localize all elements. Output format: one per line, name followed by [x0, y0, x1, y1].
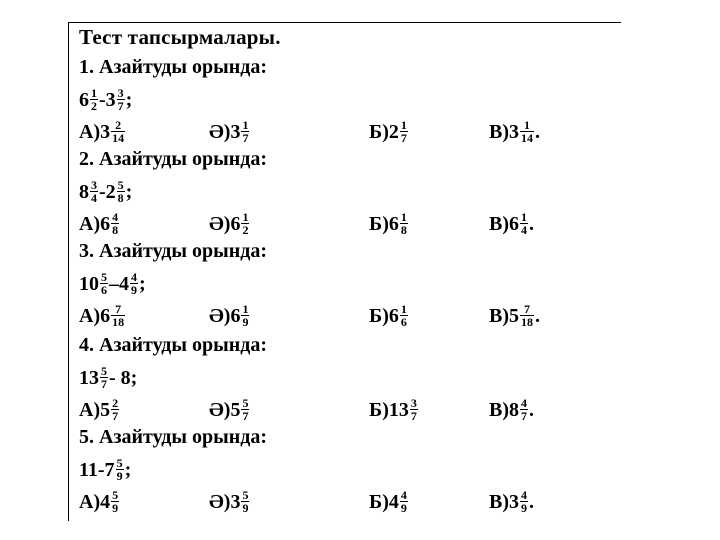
fraction-numerator: 3: [91, 178, 97, 192]
answer-option: [79, 397, 120, 422]
fraction-numerator: 4: [521, 488, 527, 502]
mixed-number-whole: 5: [509, 304, 519, 327]
mixed-number-whole: 4: [100, 490, 111, 513]
mixed-number-whole: 2: [105, 180, 116, 203]
answer-option-label: А): [79, 120, 101, 143]
fraction-denominator: 2: [242, 223, 249, 237]
mixed-number-whole: 2: [388, 120, 399, 143]
fraction-numerator: 1: [521, 210, 527, 224]
fraction: [520, 489, 528, 514]
fraction: [111, 119, 125, 144]
mixed-number-whole: 6: [388, 212, 399, 235]
task-expression: [79, 271, 146, 296]
expression-operator: –: [109, 272, 119, 295]
answer-option-label: В): [489, 120, 509, 143]
mixed-number-whole: 3: [105, 88, 116, 111]
fraction: [400, 303, 408, 328]
fraction: [241, 119, 249, 144]
fraction-denominator: 9: [242, 315, 249, 329]
fraction: [90, 87, 98, 112]
fraction: [520, 397, 528, 422]
fraction: [241, 303, 249, 328]
fraction-numerator: 1: [242, 118, 249, 132]
fraction-numerator: 1: [520, 119, 534, 132]
task-heading: 5. Азайтуды орында:: [79, 426, 268, 448]
fraction-denominator: 7: [400, 131, 407, 145]
fraction: [241, 211, 249, 236]
fraction-numerator: 5: [112, 488, 119, 502]
fraction-denominator: 7: [101, 377, 107, 391]
answer-option: [369, 211, 409, 236]
fraction-numerator: 4: [521, 396, 527, 410]
fraction-denominator: 18: [112, 315, 125, 329]
answer-option-tail: .: [535, 120, 540, 143]
mixed-number-whole: 3: [509, 120, 519, 143]
answer-option: [369, 119, 409, 144]
fraction-numerator: 4: [131, 270, 137, 284]
fraction: [241, 489, 249, 514]
fraction-numerator: 1: [400, 210, 407, 224]
expression-operator: - 8;: [109, 366, 138, 389]
fraction-numerator: 5: [101, 364, 107, 378]
answer-option-label: Б): [369, 120, 389, 143]
task-heading: 1. Азайтуды орында:: [79, 56, 268, 78]
fraction: [116, 457, 124, 482]
fraction-numerator: 2: [112, 396, 119, 410]
expression-operator: ;: [125, 88, 133, 111]
fraction-numerator: 4: [112, 210, 119, 224]
fraction-numerator: 5: [242, 488, 249, 502]
answer-option-label: Ә): [209, 490, 231, 513]
fraction: [410, 397, 418, 422]
fraction-numerator: 1: [91, 86, 97, 100]
fraction: [400, 119, 408, 144]
answer-option-label: А): [79, 212, 101, 235]
fraction: [520, 303, 534, 328]
task-heading: 3. Азайтуды орында:: [79, 240, 268, 262]
fraction-numerator: 3: [410, 396, 417, 410]
fraction: [111, 303, 125, 328]
mixed-number-whole: 6: [388, 304, 399, 327]
answer-option-tail: .: [529, 398, 534, 421]
fraction-denominator: 8: [112, 223, 119, 237]
mixed-number-whole: 8: [79, 180, 89, 203]
answer-option: [489, 119, 540, 144]
mixed-number-whole: 4: [388, 490, 399, 513]
fraction-numerator: 1: [242, 302, 249, 316]
fraction-denominator: 6: [400, 315, 407, 329]
mixed-number-whole: 3: [230, 120, 241, 143]
answer-option-label: В): [489, 304, 509, 327]
fraction-denominator: 4: [91, 191, 97, 205]
fraction: [520, 119, 534, 144]
fraction-denominator: 9: [131, 283, 137, 297]
fraction: [100, 271, 108, 296]
answer-option: [489, 397, 534, 422]
fraction-denominator: 4: [521, 223, 527, 237]
mixed-number-whole: 6: [100, 304, 111, 327]
task-expression: [79, 87, 132, 112]
fraction-numerator: 3: [117, 86, 124, 100]
fraction-denominator: 9: [116, 469, 123, 483]
mixed-number-whole: 11-7: [79, 458, 115, 481]
task-heading: 2. Азайтуды орында:: [79, 148, 268, 170]
fraction-numerator: 4: [400, 488, 407, 502]
fraction: [111, 397, 119, 422]
answer-option-label: Ә): [209, 212, 231, 235]
fraction-denominator: 7: [242, 131, 249, 145]
fraction-numerator: 1: [400, 118, 407, 132]
mixed-number-whole: 4: [119, 272, 129, 295]
mixed-number-whole: 6: [100, 212, 111, 235]
fraction: [241, 397, 249, 422]
mixed-number-whole: 3: [509, 490, 519, 513]
answer-option: [209, 119, 250, 144]
fraction-denominator: 9: [521, 501, 527, 515]
fraction-denominator: 7: [242, 409, 249, 423]
answer-option: [209, 489, 250, 514]
fraction-denominator: 9: [400, 501, 407, 515]
fraction-numerator: 7: [520, 303, 534, 316]
fraction: [400, 489, 408, 514]
expression-operator: -: [99, 180, 106, 203]
answer-option: [79, 119, 126, 144]
answer-option: [209, 303, 250, 328]
mixed-number-whole: 5: [230, 398, 241, 421]
fraction-numerator: 1: [242, 210, 249, 224]
fraction-numerator: 1: [400, 302, 407, 316]
mixed-number-whole: 13: [388, 398, 409, 421]
fraction-denominator: 7: [112, 409, 119, 423]
mixed-number-whole: 3: [230, 490, 241, 513]
fraction-denominator: 18: [521, 315, 533, 329]
fraction-denominator: 7: [117, 99, 124, 113]
answer-option: [79, 211, 120, 236]
test-title: Тест тапсырмалары.: [79, 25, 281, 49]
answer-option: [489, 489, 534, 514]
fraction-numerator: 5: [242, 396, 249, 410]
fraction: [117, 179, 125, 204]
answer-option-label: А): [79, 490, 101, 513]
document-page: [68, 22, 621, 521]
mixed-number-whole: 8: [509, 398, 519, 421]
answer-option-label: Ә): [209, 398, 231, 421]
answer-option: [209, 397, 250, 422]
fraction-denominator: 7: [521, 409, 527, 423]
answer-option-label: Б): [369, 212, 389, 235]
fraction: [100, 365, 108, 390]
answer-option-label: А): [79, 398, 101, 421]
task-expression: [79, 457, 131, 482]
answer-option-label: Б): [369, 304, 389, 327]
fraction-denominator: 6: [101, 283, 107, 297]
answer-option-tail: .: [535, 304, 540, 327]
answer-option: [489, 211, 534, 236]
fraction-numerator: 5: [117, 178, 124, 192]
fraction-numerator: 2: [111, 119, 125, 132]
answer-option: [489, 303, 540, 328]
fraction-denominator: 7: [410, 409, 417, 423]
mixed-number-whole: 6: [79, 88, 89, 111]
expression-operator: ;: [124, 458, 132, 481]
fraction-numerator: 5: [116, 456, 123, 470]
mixed-number-whole: 13: [79, 366, 99, 389]
fraction: [111, 211, 119, 236]
mixed-number-whole: 3: [100, 120, 111, 143]
answer-option-label: Ә): [209, 304, 231, 327]
answer-option-label: В): [489, 212, 509, 235]
fraction-numerator: 7: [111, 303, 125, 316]
fraction: [117, 87, 125, 112]
mixed-number-whole: 5: [100, 398, 111, 421]
fraction-denominator: 9: [112, 501, 119, 515]
expression-operator: ;: [125, 180, 133, 203]
expression-operator: -: [99, 88, 106, 111]
mixed-number-whole: 6: [509, 212, 519, 235]
answer-option-tail: .: [529, 212, 534, 235]
expression-operator: ;: [139, 272, 146, 295]
answer-option-label: В): [489, 398, 509, 421]
answer-option: [369, 489, 409, 514]
fraction: [520, 211, 528, 236]
answer-option: [369, 397, 419, 422]
mixed-number-whole: 10: [79, 272, 99, 295]
fraction-denominator: 8: [117, 191, 124, 205]
answer-option: [79, 303, 126, 328]
fraction-numerator: 5: [101, 270, 107, 284]
fraction-denominator: 9: [242, 501, 249, 515]
fraction-denominator: 8: [400, 223, 407, 237]
mixed-number-whole: 6: [230, 212, 241, 235]
answer-option: [79, 489, 120, 514]
mixed-number-whole: 6: [230, 304, 241, 327]
fraction-denominator: 14: [521, 131, 533, 145]
answer-option-label: В): [489, 490, 509, 513]
task-heading: 4. Азайтуды орында:: [79, 334, 268, 356]
answer-option-label: Б): [369, 490, 389, 513]
answer-option-label: Ә): [209, 120, 231, 143]
answer-option: [209, 211, 250, 236]
answer-option-label: Б): [369, 398, 389, 421]
answer-option-tail: .: [529, 490, 534, 513]
fraction-denominator: 2: [91, 99, 97, 113]
fraction: [90, 179, 98, 204]
answer-option-label: А): [79, 304, 101, 327]
fraction: [400, 211, 408, 236]
fraction: [130, 271, 138, 296]
fraction: [111, 489, 119, 514]
fraction-denominator: 14: [112, 131, 125, 145]
task-expression: [79, 179, 132, 204]
answer-option: [369, 303, 409, 328]
task-expression: [79, 365, 137, 390]
